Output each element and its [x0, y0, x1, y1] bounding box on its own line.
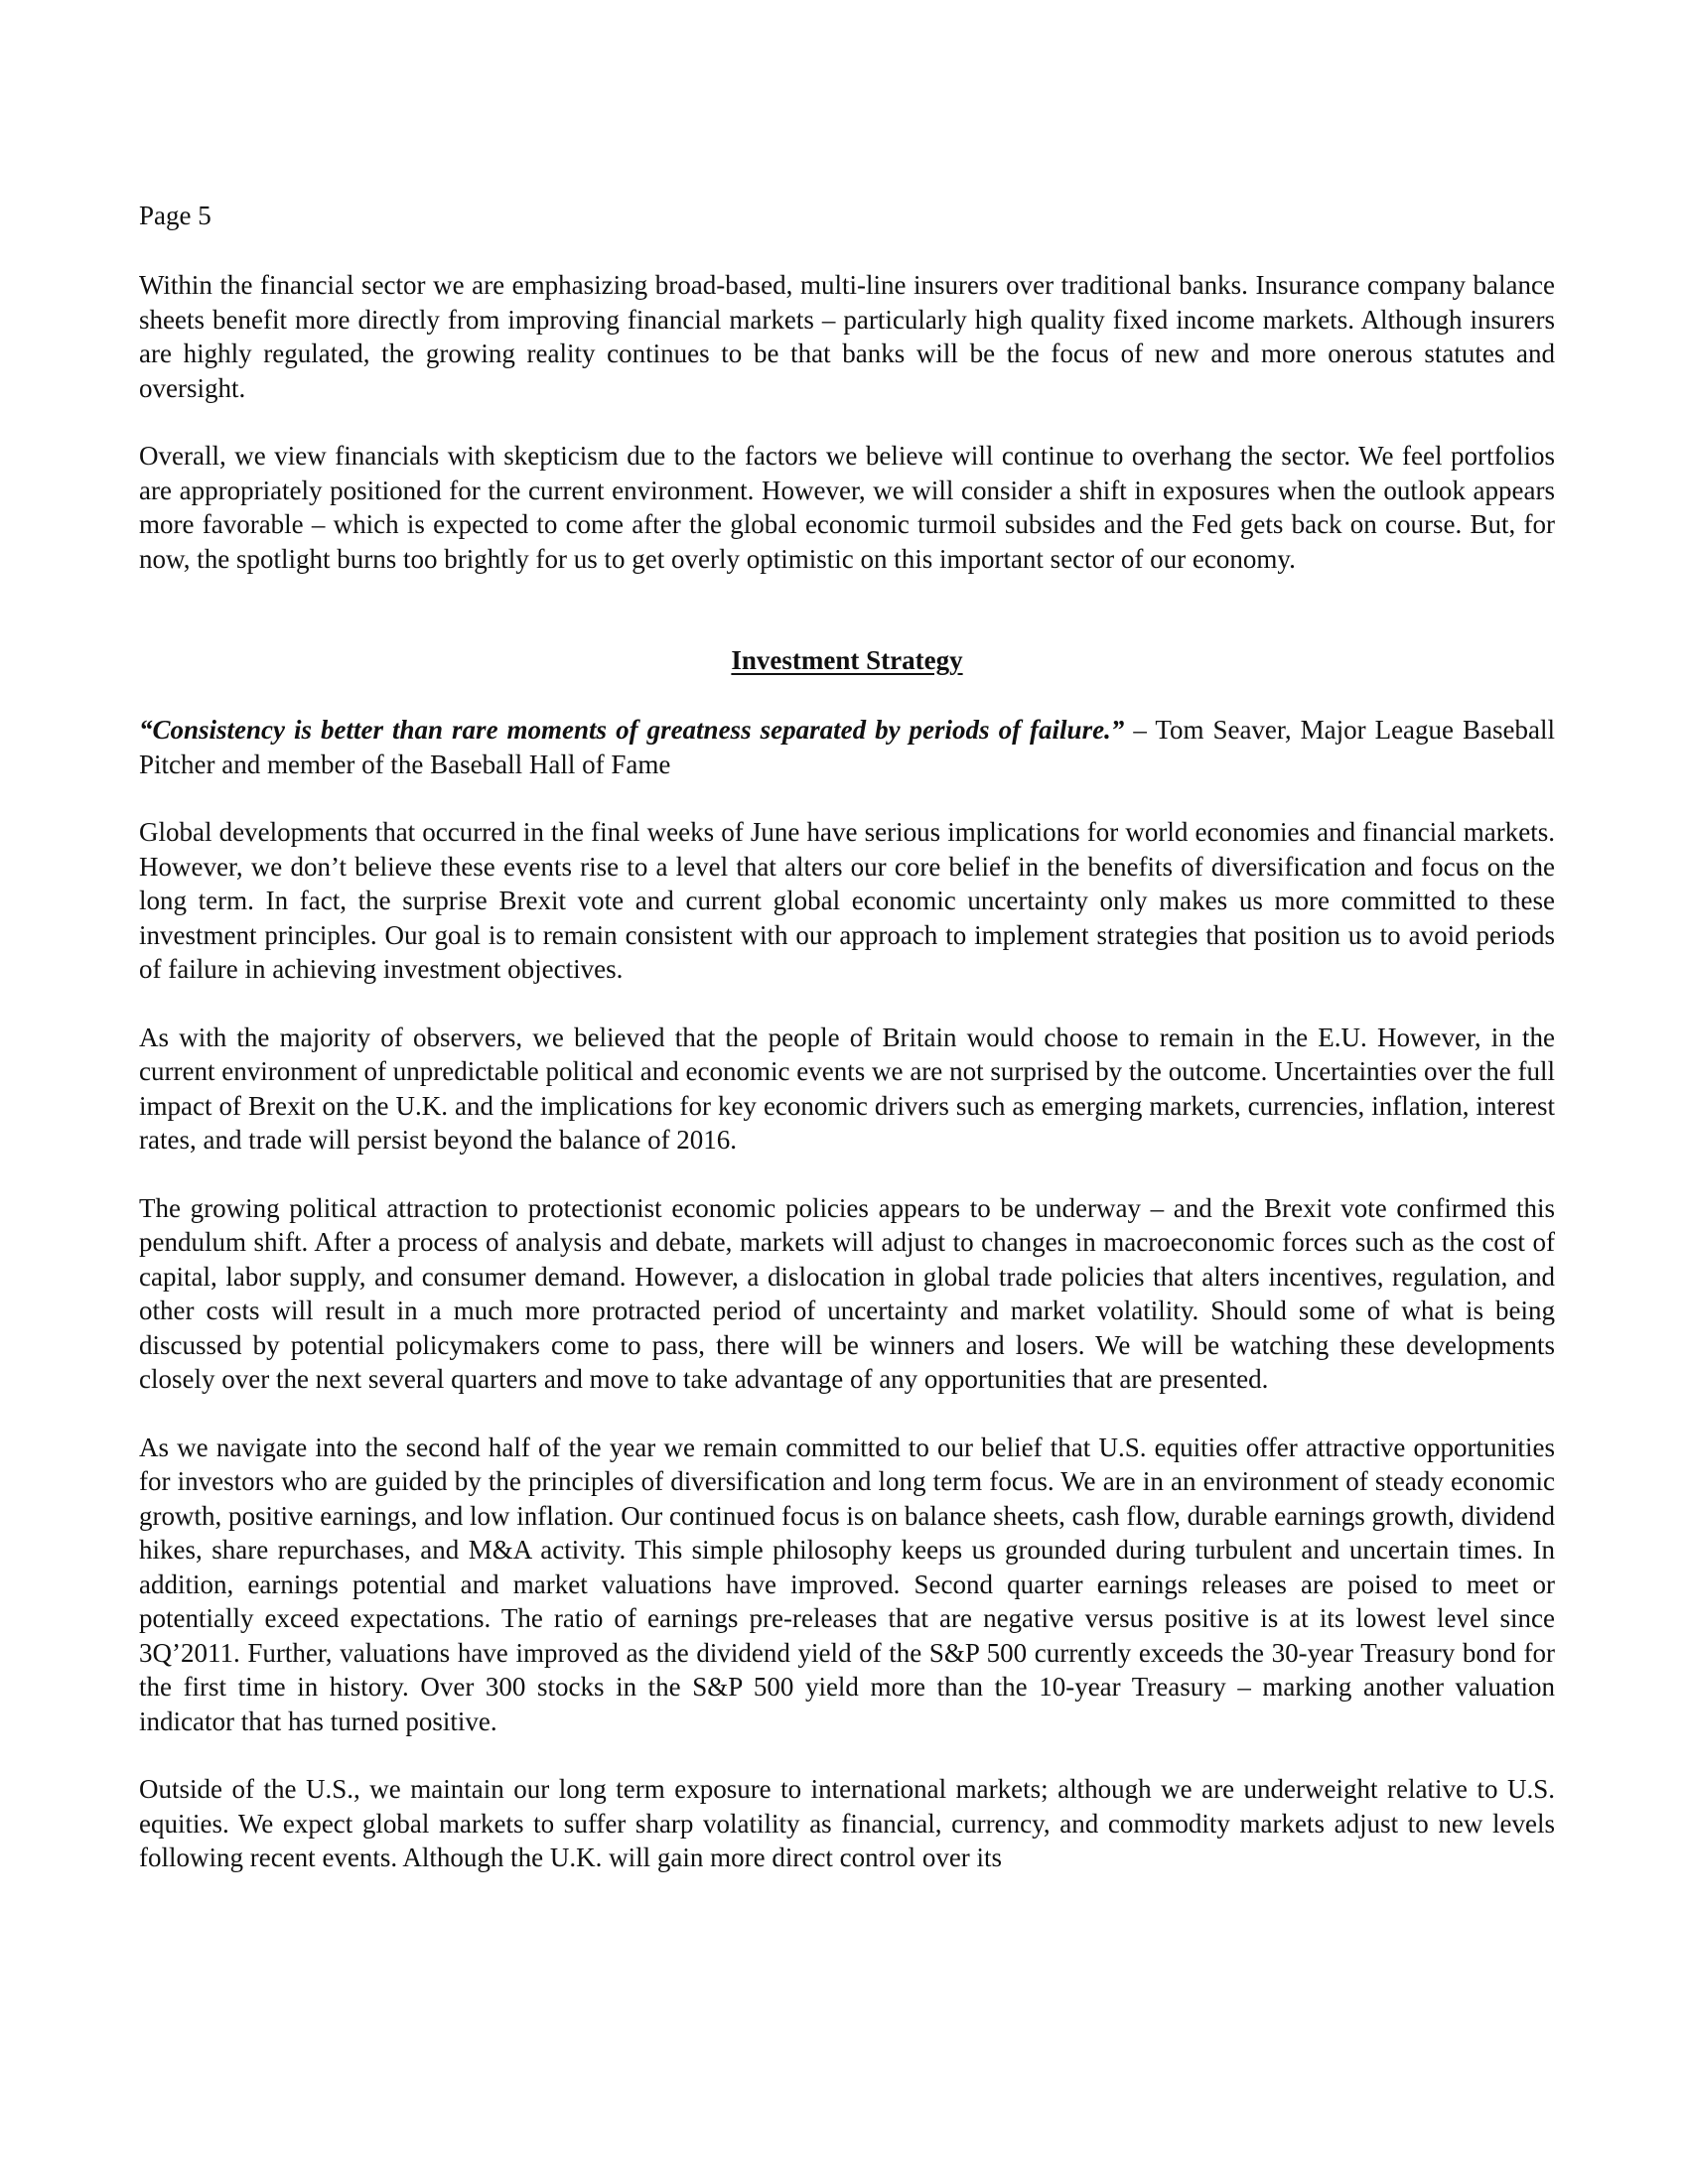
paragraph-us-equities: As we navigate into the second half of the year we remain committed to our belief that U.S. equities offer attractive opportunities for investors who are guided by the principles of diversification and long term focus. We are in an environment of steady economic growth, positive earnings, and low inflation. Our continued focus is on balance sheets, cash flow, durable earnings growth, dividend hikes, share repurchases, and M&A activity. This simple philosophy keeps us grounded during turbulent and uncertain times. In addition, earnings potential and market valuations have improved. Second quarter earnings releases are poised to meet or potentially exceed expectations. The ratio of earnings pre-releases that are negative versus positive is at its lowest level since 3Q’2011. Further, valuations have improved as the dividend yield of the S&P 500 currently exceeds the 30-year Treasury bond for the first time in history. Over 300 stocks in the S&P 500 yield more than the 10-year Treasury – marking another valuation indicator that has turned positive.: [139, 1432, 1555, 1736]
paragraph-insurers-vs-banks: Within the financial sector we are emphasizing broad-based, multi-line insurers over traditional banks. Insurance company balance sheets benefit more directly from improving financial markets – particularly high quality fixed income markets. Although insurers are highly regulated, the growing reality continues to be that banks will be the focus of new and more onerous statutes and oversight.: [139, 270, 1555, 403]
paragraph-financials-outlook: Overall, we view financials with skepticism due to the factors we believe will continue to overhang the sector. We feel portfolios are appropriately positioned for the current environment. However, we will consider a shift in exposures when the outlook appears more favorable – which is expected to come after the global economic turmoil subsides and the Fed gets back on course. But, for now, the spotlight burns too brightly for us to get overly optimistic on this important sector of our economy.: [139, 441, 1555, 574]
page-number: Page 5: [139, 201, 211, 230]
paragraph-protectionism: The growing political attraction to protectionist economic policies appears to be underway – and the Brexit vote confirmed this pendulum shift. After a process of analysis and debate, markets will adjust to changes in macroeconomic forces such as the cost of capital, labor supply, and consumer demand. However, a dislocation in global trade policies that alters incentives, regulation, and other costs will result in a much more protracted period of uncertainty and market volatility. Should some of what is being discussed by potential policymakers come to pass, there will be winners and losers. We will be watching these developments closely over the next several quarters and move to take advantage of any opportunities that are presented.: [139, 1192, 1555, 1394]
investment-strategy-section: [139, 643, 1555, 1875]
paragraph-international-markets: Outside of the U.S., we maintain our long term exposure to international markets; although we are underweight relative to U.S. equities. We expect global markets to suffer sharp volatility as financial, currency, and commodity markets adjust to new levels following recent events. Although the U.K. will gain more direct control over its: [139, 1774, 1555, 1872]
epigraph-attribution: – Tom Seaver, Major League Baseball Pitcher and member of the Baseball Hall of Fame: [139, 715, 1555, 779]
document-page: [139, 199, 1555, 1909]
epigraph-quote: “Consistency is better than rare moments of greatness separated by periods of failure.”: [139, 715, 1125, 745]
section-heading-investment-strategy: Investment Strategy: [731, 645, 963, 675]
epigraph: [139, 713, 1555, 781]
financials-section: [139, 268, 1555, 576]
paragraph-brexit-outcome: As with the majority of observers, we believed that the people of Britain would choose to remain in the E.U. However, in the current environment of unpredictable political and economic events we are not surprised by the outcome. Uncertainties over the full impact of Brexit on the U.K. and the implications for key economic drivers such as emerging markets, currencies, inflation, interest rates, and trade will persist beyond the balance of 2016.: [139, 1022, 1555, 1155]
paragraph-global-developments: Global developments that occurred in the final weeks of June have serious implications for world economies and financial markets. However, we don’t believe these events rise to a level that alters our core belief in the benefits of diversification and focus on the long term. In fact, the surprise Brexit vote and current global economic uncertainty only makes us more committed to these investment principles. Our goal is to remain consistent with our approach to implement strategies that position us to avoid periods of failure in achieving investment objectives.: [139, 817, 1555, 984]
